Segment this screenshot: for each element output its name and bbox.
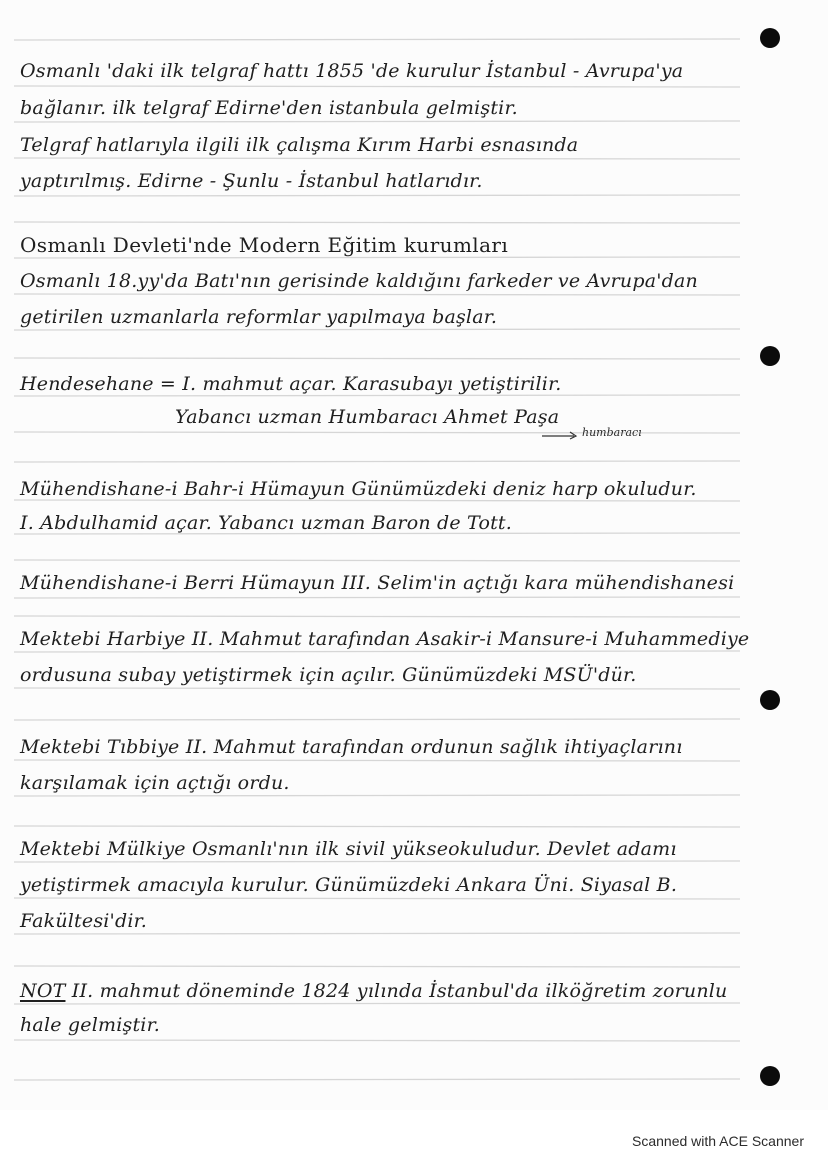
annotation-arrow-icon xyxy=(540,430,580,440)
ruled-line xyxy=(14,329,740,330)
ruled-line xyxy=(14,86,740,87)
ruled-line xyxy=(14,39,740,40)
ruled-line xyxy=(14,358,740,359)
ruled-line xyxy=(14,933,740,934)
ruled-line xyxy=(14,1079,740,1080)
note-line-1 xyxy=(20,980,727,1002)
ruled-line xyxy=(14,294,740,295)
note-line-2: hale gelmiştir. xyxy=(20,1014,160,1036)
ruled-line xyxy=(14,121,740,122)
scanner-watermark: Scanned with ACE Scanner xyxy=(632,1133,804,1149)
ruled-line xyxy=(14,760,740,761)
bahri-line-1: Mühendishane-i Bahr-i Hümayun Günümüzdeki deniz harp okuludur. xyxy=(20,478,697,500)
harbiye-line-1: Mektebi Harbiye II. Mahmut tarafından Asakir-i Mansure-i Muhammediye xyxy=(20,628,750,650)
ruled-line xyxy=(14,461,740,462)
education-line-2: Osmanlı 18.yy'da Batı'nın gerisinde kaldığını farkeder ve Avrupa'dan xyxy=(20,270,698,292)
ruled-line xyxy=(14,195,740,196)
ruled-line xyxy=(14,257,740,258)
ruled-line xyxy=(14,861,740,862)
ruled-line xyxy=(14,500,740,501)
ruled-line xyxy=(14,597,740,598)
bahri-line-2: I. Abdulhamid açar. Yabancı uzman Baron de Tott. xyxy=(20,512,513,534)
ruled-line xyxy=(14,158,740,159)
tibbiye-line-1: Mektebi Tıbbiye II. Mahmut tarafından ordunun sağlık ihtiyaçlarını xyxy=(20,736,683,758)
binder-hole-4 xyxy=(760,1066,780,1086)
tibbiye-line-2: karşılamak için açtığı ordu. xyxy=(20,772,290,794)
telegraph-line-3: Telgraf hatlarıyla ilgili ilk çalışma Kırım Harbi esnasında xyxy=(20,134,579,156)
education-line-3: getirilen uzmanlarla reformlar yapılmaya başlar. xyxy=(20,306,498,328)
ruled-line xyxy=(14,966,740,967)
ruled-line xyxy=(14,395,740,396)
binder-hole-1 xyxy=(760,28,780,48)
mulkiye-line-2: yetiştirmek amacıyla kurulur. Günümüzdeki Ankara Üni. Siyasal B. xyxy=(20,874,678,896)
note-label: NOT xyxy=(20,980,66,1002)
hendesehane-line-1: Hendesehane = I. mahmut açar. Karasubayı yetiştirilir. xyxy=(20,373,562,395)
telegraph-line-4: yaptırılmış. Edirne - Şunlu - İstanbul hatlarıdır. xyxy=(20,170,483,192)
ruled-line xyxy=(14,1003,740,1004)
telegraph-line-2: bağlanır. ilk telgraf Edirne'den istanbula gelmiştir. xyxy=(20,97,518,119)
ruled-line xyxy=(14,560,740,561)
ruled-line xyxy=(14,616,740,617)
binder-hole-2 xyxy=(760,346,780,366)
telegraph-line-1: Osmanlı 'daki ilk telgraf hattı 1855 'de kurulur İstanbul - Avrupa'ya xyxy=(20,60,684,82)
harbiye-line-2: ordusuna subay yetiştirmek için açılır. Günümüzdeki MSÜ'dür. xyxy=(20,664,637,686)
hendesehane-annotation: humbaracı xyxy=(582,426,642,439)
education-heading: Osmanlı Devleti'nde Modern Eğitim kurumları xyxy=(20,233,509,257)
mulkiye-line-3: Fakültesi'dir. xyxy=(20,910,148,932)
ruled-line xyxy=(14,688,740,689)
ruled-line xyxy=(14,898,740,899)
berri-line: Mühendishane-i Berri Hümayun III. Selim'in açtığı kara mühendishanesi xyxy=(20,572,735,594)
ruled-line xyxy=(14,795,740,796)
hendesehane-line-2: Yabancı uzman Humbaracı Ahmet Paşa xyxy=(175,406,560,428)
note-text-1: II. mahmut döneminde 1824 yılında İstanbul'da ilköğretim zorunlu xyxy=(71,980,728,1002)
ruled-line xyxy=(14,222,740,223)
ruled-line xyxy=(14,826,740,827)
ruled-line xyxy=(14,719,740,720)
ruled-line xyxy=(14,651,740,652)
ruled-line xyxy=(14,1040,740,1041)
binder-hole-3 xyxy=(760,690,780,710)
mulkiye-line-1: Mektebi Mülkiye Osmanlı'nın ilk sivil yükseokuludur. Devlet adamı xyxy=(20,838,677,860)
